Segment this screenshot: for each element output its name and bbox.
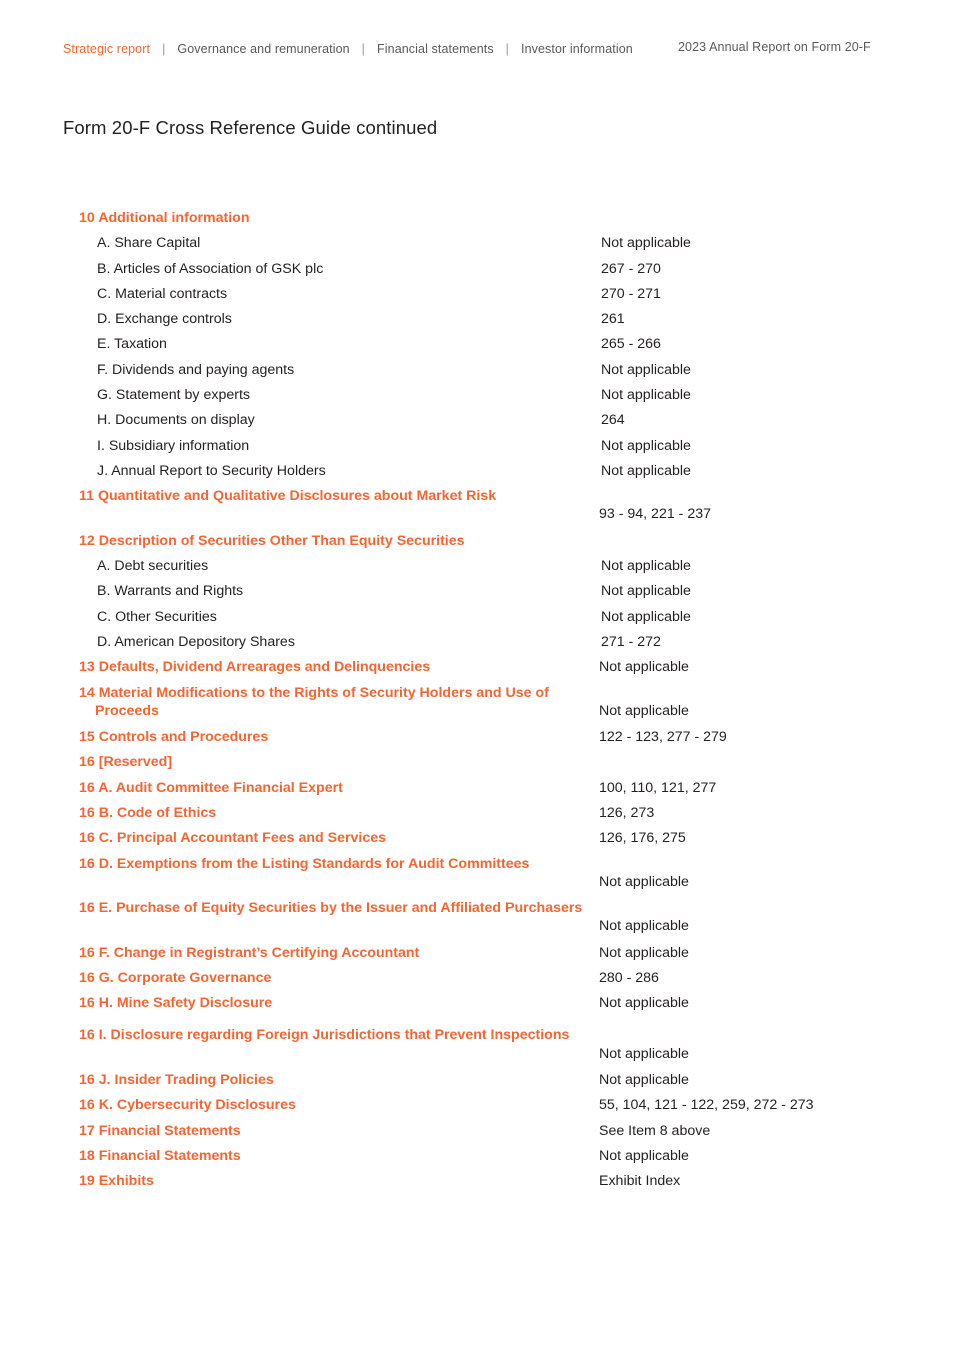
row-page-reference: 100, 110, 121, 277: [599, 779, 717, 796]
table-row: [63, 532, 903, 557]
nav-separator: |: [162, 42, 166, 56]
row-item-label: B. Warrants and Rights: [97, 583, 244, 600]
row-page-reference: Not applicable: [599, 702, 689, 719]
table-row: [63, 1026, 903, 1071]
row-section-label: 11 Quantitative and Qualitative Disclosures about Market Risk: [79, 488, 497, 505]
table-row: [63, 1147, 903, 1172]
row-page-reference: Not applicable: [601, 437, 691, 454]
row-page-reference: Not applicable: [601, 462, 691, 479]
row-page-reference: Not applicable: [601, 608, 691, 625]
row-item-label: B. Articles of Association of GSK plc: [97, 260, 324, 277]
table-row: [63, 779, 903, 804]
row-page-reference: Not applicable: [599, 659, 689, 676]
row-section-label: 12 Description of Securities Other Than Equity Securities: [79, 532, 465, 549]
table-row: [63, 285, 903, 310]
row-section-label: 14 Material Modifications to the Rights of Security Holders and Use of Proceeds: [79, 684, 549, 719]
row-page-reference: Not applicable: [599, 873, 689, 890]
row-item-label: I. Subsidiary information: [97, 437, 250, 454]
row-page-reference: 270 - 271: [601, 285, 661, 302]
table-row: [63, 335, 903, 360]
row-page-reference: Not applicable: [601, 235, 691, 252]
nav-item-governance-and-remuneration[interactable]: Governance and remuneration: [177, 42, 350, 56]
nav-item-strategic-report[interactable]: Strategic report: [63, 42, 151, 56]
row-section-label: 13 Defaults, Dividend Arrearages and Delinquencies: [79, 659, 431, 676]
table-row: [63, 684, 903, 729]
row-page-reference: 261: [601, 311, 625, 328]
table-row: [63, 728, 903, 753]
row-section-label: 16 G. Corporate Governance: [79, 969, 272, 986]
table-row: [63, 969, 903, 994]
row-page-reference: Not applicable: [599, 995, 689, 1012]
row-section-label: 16 H. Mine Safety Disclosure: [79, 995, 273, 1012]
table-row: [63, 944, 903, 969]
row-section-label: 16 B. Code of Ethics: [79, 804, 217, 821]
row-item-label: F. Dividends and paying agents: [97, 361, 295, 378]
row-page-reference: Not applicable: [599, 918, 689, 935]
row-page-reference: 93 - 94, 221 - 237: [599, 506, 712, 523]
row-section-label: 16 J. Insider Trading Policies: [79, 1071, 274, 1088]
report-title-label: 2023 Annual Report on Form 20-F: [678, 40, 871, 54]
table-row: [63, 608, 903, 633]
table-row: [63, 361, 903, 386]
nav-item-financial-statements[interactable]: Financial statements: [377, 42, 494, 56]
nav-separator: |: [505, 42, 510, 56]
row-item-label: C. Material contracts: [97, 285, 228, 302]
row-section-label: 16 E. Purchase of Equity Securities by the Issuer and Affiliated Purchasers: [79, 900, 583, 917]
table-row: [63, 855, 903, 900]
table-row: [63, 260, 903, 285]
row-page-reference: Not applicable: [601, 583, 691, 600]
table-row: [63, 658, 903, 683]
table-row: [63, 234, 903, 259]
row-page-reference: Not applicable: [601, 361, 691, 378]
table-row: [63, 753, 903, 778]
cross-reference-table: [63, 209, 903, 1197]
row-item-label: E. Taxation: [97, 336, 167, 353]
row-item-label: D. Exchange controls: [97, 311, 232, 328]
row-item-label: C. Other Securities: [97, 608, 217, 625]
row-item-label: G. Statement by experts: [97, 387, 250, 404]
row-page-reference: Not applicable: [601, 387, 691, 404]
table-row: [63, 899, 903, 944]
row-item-label: A. Share Capital: [97, 235, 201, 252]
table-row: [63, 582, 903, 607]
row-page-reference: 265 - 266: [601, 336, 661, 353]
row-section-label: 16 K. Cybersecurity Disclosures: [79, 1097, 296, 1114]
row-section-label: 16 I. Disclosure regarding Foreign Jurisdictions that Prevent Inspections: [79, 1027, 570, 1044]
row-section-label: 18 Financial Statements: [79, 1147, 241, 1164]
table-row: [63, 633, 903, 658]
row-item-label: D. American Depository Shares: [97, 633, 295, 650]
table-row: [63, 1172, 903, 1197]
row-item-label: H. Documents on display: [97, 412, 255, 429]
row-section-label: 17 Financial Statements: [79, 1122, 241, 1139]
row-section-label: 16 C. Principal Accountant Fees and Services: [79, 830, 386, 847]
table-row: [63, 437, 903, 462]
row-page-reference: 126, 273: [599, 804, 655, 821]
table-row: [63, 209, 903, 234]
table-row: [63, 994, 903, 1019]
row-item-label: J. Annual Report to Security Holders: [97, 462, 326, 479]
table-row: [63, 386, 903, 411]
row-section-label: 16 A. Audit Committee Financial Expert: [79, 779, 343, 796]
row-page-reference: 264: [601, 412, 625, 429]
row-page-reference: See Item 8 above: [599, 1122, 711, 1139]
row-section-label: 16 F. Change in Registrant’s Certifying Accountant: [79, 944, 420, 961]
row-page-reference: Not applicable: [599, 1147, 689, 1164]
row-page-reference: 126, 176, 275: [599, 830, 686, 847]
row-page-reference: 267 - 270: [601, 260, 661, 277]
row-page-reference: 271 - 272: [601, 633, 661, 650]
table-row: [63, 557, 903, 582]
row-page-reference: Not applicable: [601, 558, 691, 575]
table-row: [63, 1122, 903, 1147]
row-page-reference: Not applicable: [599, 1071, 689, 1088]
table-row: [63, 1071, 903, 1096]
row-section-label: 10 Additional information: [79, 210, 250, 226]
table-row: [63, 829, 903, 854]
table-row: [63, 462, 903, 487]
row-page-reference: 122 - 123, 277 - 279: [599, 729, 727, 746]
row-section-label: 16 D. Exemptions from the Listing Standards for Audit Committees: [79, 855, 530, 872]
table-row: [63, 487, 903, 532]
row-section-label: 16 [Reserved]: [79, 754, 173, 771]
row-section-label: 15 Controls and Procedures: [79, 729, 269, 746]
section-nav: [63, 42, 633, 56]
row-page-reference: Not applicable: [599, 1045, 689, 1062]
row-page-reference: Not applicable: [599, 944, 689, 961]
table-row: [63, 1096, 903, 1121]
row-page-reference: 280 - 286: [599, 969, 659, 986]
nav-item-investor-information[interactable]: Investor information: [521, 42, 633, 56]
table-row: [63, 411, 903, 436]
page-header: [63, 40, 871, 58]
page-title: Form 20-F Cross Reference Guide continued: [63, 117, 438, 139]
table-row: [63, 804, 903, 829]
table-row: [63, 310, 903, 335]
nav-separator: |: [361, 42, 366, 56]
row-page-reference: 55, 104, 121 - 122, 259, 272 - 273: [599, 1097, 814, 1114]
row-section-label: 19 Exhibits: [79, 1173, 154, 1190]
row-page-reference: Exhibit Index: [599, 1173, 681, 1190]
row-item-label: A. Debt securities: [97, 558, 209, 575]
